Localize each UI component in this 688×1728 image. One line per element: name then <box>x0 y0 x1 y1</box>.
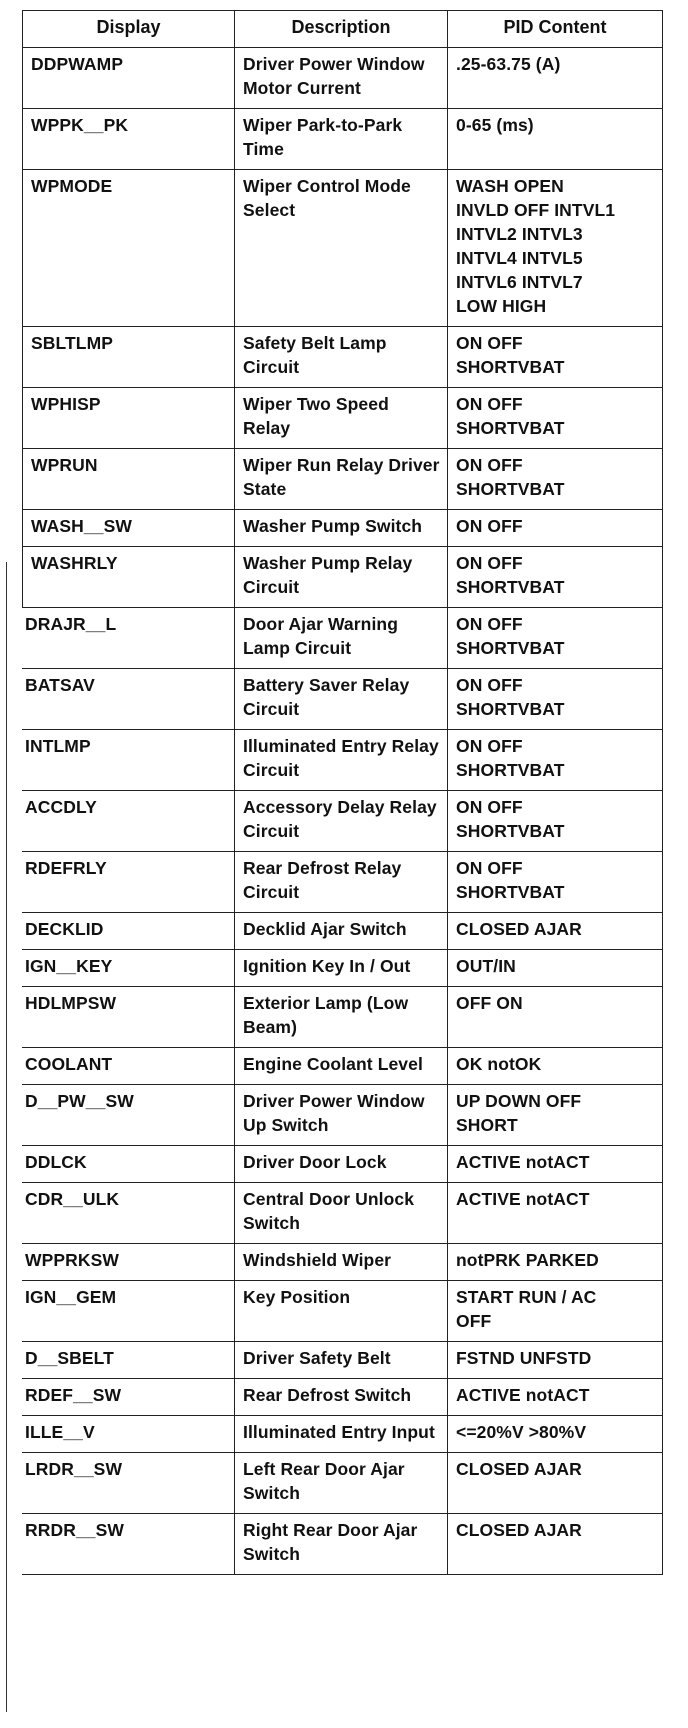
table-row <box>23 791 663 852</box>
pid-content-cell: ON OFF SHORTVBAT <box>448 327 663 388</box>
description-cell: Washer Pump Relay Circuit <box>235 547 448 608</box>
display-cell: WASHRLY <box>23 547 235 608</box>
display-cell: RRDR__SW <box>23 1514 235 1575</box>
table-body <box>23 48 663 1575</box>
description-cell: Rear Defrost Switch <box>235 1379 448 1416</box>
pid-content-cell: <=20%V >80%V <box>448 1416 663 1453</box>
pid-content-cell: FSTND UNFSTD <box>448 1342 663 1379</box>
description-cell: Driver Door Lock <box>235 1146 448 1183</box>
description-cell: Wiper Park-to-Park Time <box>235 109 448 170</box>
display-cell: LRDR__SW <box>23 1453 235 1514</box>
display-cell: DDPWAMP <box>23 48 235 109</box>
pid-content-cell: ON OFF SHORTVBAT <box>448 852 663 913</box>
pid-content-cell: CLOSED AJAR <box>448 913 663 950</box>
pid-content-cell: ON OFF SHORTVBAT <box>448 791 663 852</box>
table-row <box>23 547 663 608</box>
table-row <box>23 388 663 449</box>
description-cell: Driver Safety Belt <box>235 1342 448 1379</box>
pid-content-cell: 0-65 (ms) <box>448 109 663 170</box>
header-description: Description <box>235 11 448 48</box>
description-cell: Wiper Two Speed Relay <box>235 388 448 449</box>
pid-content-cell: ACTIVE notACT <box>448 1183 663 1244</box>
table-row <box>23 327 663 388</box>
table-row <box>23 608 663 669</box>
display-cell: DDLCK <box>23 1146 235 1183</box>
display-cell: IGN__KEY <box>23 950 235 987</box>
display-cell: ILLE__V <box>23 1416 235 1453</box>
table-row <box>23 987 663 1048</box>
display-cell: IGN__GEM <box>23 1281 235 1342</box>
description-cell: Right Rear Door Ajar Switch <box>235 1514 448 1575</box>
display-cell: SBLTLMP <box>23 327 235 388</box>
table-row <box>23 1379 663 1416</box>
description-cell: Safety Belt Lamp Circuit <box>235 327 448 388</box>
header-pid-content: PID Content <box>448 11 663 48</box>
display-cell: RDEF__SW <box>23 1379 235 1416</box>
pid-content-cell: ON OFF SHORTVBAT <box>448 388 663 449</box>
description-cell: Rear Defrost Relay Circuit <box>235 852 448 913</box>
display-cell: D__SBELT <box>23 1342 235 1379</box>
description-cell: Windshield Wiper <box>235 1244 448 1281</box>
pid-content-cell: ACTIVE notACT <box>448 1379 663 1416</box>
description-cell: Driver Power Window Motor Current <box>235 48 448 109</box>
pid-content-cell: ON OFF SHORTVBAT <box>448 730 663 791</box>
description-cell: Battery Saver Relay Circuit <box>235 669 448 730</box>
table-row <box>23 1453 663 1514</box>
pid-content-cell: WASH OPEN INVLD OFF INTVL1 INTVL2 INTVL3 INTVL4 INTVL5 INTVL6 INTVL7 LOW HIGH <box>448 170 663 327</box>
pid-content-cell: ON OFF SHORTVBAT <box>448 608 663 669</box>
pid-content-cell: ON OFF <box>448 510 663 547</box>
pid-content-cell: OK notOK <box>448 1048 663 1085</box>
display-cell: WPHISP <box>23 388 235 449</box>
header-row <box>23 11 663 48</box>
table-header <box>23 11 663 48</box>
pid-content-cell: CLOSED AJAR <box>448 1514 663 1575</box>
display-cell: DRAJR__L <box>23 608 235 669</box>
description-cell: Wiper Control Mode Select <box>235 170 448 327</box>
table-row <box>23 109 663 170</box>
table-row <box>23 1146 663 1183</box>
display-cell: CDR__ULK <box>23 1183 235 1244</box>
pid-content-cell: ON OFF SHORTVBAT <box>448 547 663 608</box>
description-cell: Accessory Delay Relay Circuit <box>235 791 448 852</box>
binding-line <box>6 562 7 1712</box>
table-row <box>23 913 663 950</box>
table-row <box>23 1416 663 1453</box>
display-cell: COOLANT <box>23 1048 235 1085</box>
table-row <box>23 170 663 327</box>
table-row <box>23 449 663 510</box>
pid-content-cell: ACTIVE notACT <box>448 1146 663 1183</box>
display-cell: ACCDLY <box>23 791 235 852</box>
table-row <box>23 852 663 913</box>
table-row <box>23 1281 663 1342</box>
pid-content-cell: START RUN / AC OFF <box>448 1281 663 1342</box>
pid-content-cell: ON OFF SHORTVBAT <box>448 449 663 510</box>
pid-content-cell: OFF ON <box>448 987 663 1048</box>
description-cell: Door Ajar Warning Lamp Circuit <box>235 608 448 669</box>
table-row <box>23 1048 663 1085</box>
table-row <box>23 669 663 730</box>
description-cell: Driver Power Window Up Switch <box>235 1085 448 1146</box>
description-cell: Decklid Ajar Switch <box>235 913 448 950</box>
table-row <box>23 1244 663 1281</box>
display-cell: WPRUN <box>23 449 235 510</box>
table-row <box>23 950 663 987</box>
header-display: Display <box>23 11 235 48</box>
table-row <box>23 730 663 791</box>
pid-content-cell: UP DOWN OFF SHORT <box>448 1085 663 1146</box>
table-row <box>23 1514 663 1575</box>
table-row <box>23 1342 663 1379</box>
display-cell: D__PW__SW <box>23 1085 235 1146</box>
table-row <box>23 48 663 109</box>
table-row <box>23 1085 663 1146</box>
table-row <box>23 510 663 547</box>
display-cell: DECKLID <box>23 913 235 950</box>
display-cell: WPPRKSW <box>23 1244 235 1281</box>
pid-content-cell: .25-63.75 (A) <box>448 48 663 109</box>
description-cell: Central Door Unlock Switch <box>235 1183 448 1244</box>
display-cell: INTLMP <box>23 730 235 791</box>
description-cell: Engine Coolant Level <box>235 1048 448 1085</box>
display-cell: HDLMPSW <box>23 987 235 1048</box>
description-cell: Washer Pump Switch <box>235 510 448 547</box>
pid-table <box>22 10 663 1575</box>
description-cell: Illuminated Entry Relay Circuit <box>235 730 448 791</box>
table-row <box>23 1183 663 1244</box>
description-cell: Left Rear Door Ajar Switch <box>235 1453 448 1514</box>
pid-content-cell: CLOSED AJAR <box>448 1453 663 1514</box>
description-cell: Key Position <box>235 1281 448 1342</box>
description-cell: Illuminated Entry Input <box>235 1416 448 1453</box>
description-cell: Exterior Lamp (Low Beam) <box>235 987 448 1048</box>
pid-content-cell: ON OFF SHORTVBAT <box>448 669 663 730</box>
display-cell: WPMODE <box>23 170 235 327</box>
description-cell: Wiper Run Relay Driver State <box>235 449 448 510</box>
display-cell: BATSAV <box>23 669 235 730</box>
display-cell: WPPK__PK <box>23 109 235 170</box>
description-cell: Ignition Key In / Out <box>235 950 448 987</box>
pid-content-cell: OUT/IN <box>448 950 663 987</box>
display-cell: RDEFRLY <box>23 852 235 913</box>
display-cell: WASH__SW <box>23 510 235 547</box>
pid-content-cell: notPRK PARKED <box>448 1244 663 1281</box>
